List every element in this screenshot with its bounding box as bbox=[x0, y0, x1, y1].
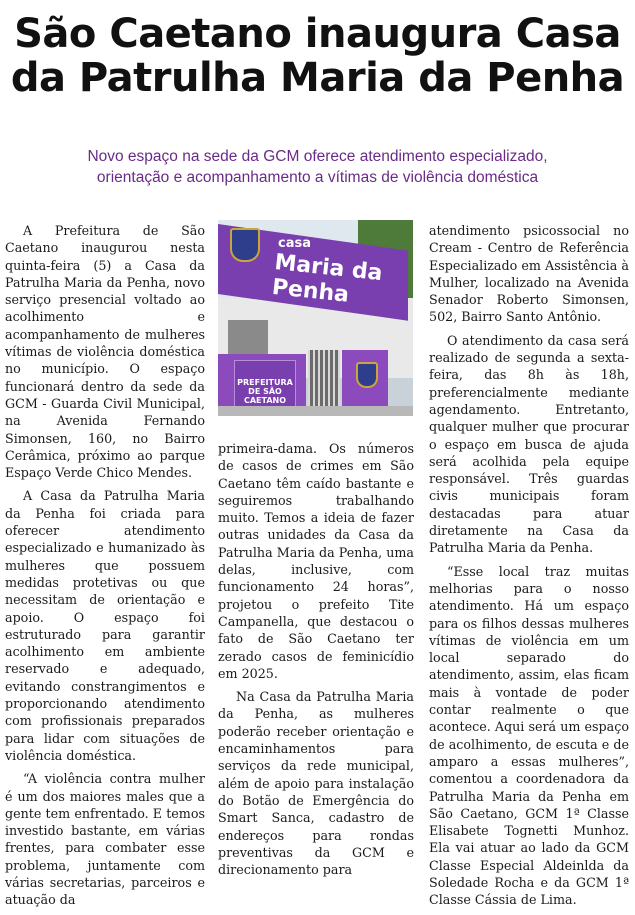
paragraph: “A violência contra mulher é um dos maiores males que a gente tem enfrentado. E temos investido bastante, em várias frentes, para combater esse problema, juntamente com várias secretarias, parceiros e atuação da bbox=[5, 771, 205, 908]
article-column-3 bbox=[429, 222, 629, 915]
facade-photo bbox=[218, 220, 413, 416]
photo-gate bbox=[308, 350, 340, 410]
paragraph: “Esse local traz muitas melhorias para o nosso atendimento. Há um espaço para os filhos dessas mulheres vítimas de violência em um local separado do atendimento, assim, elas ficam mais à vontade de poder contar realmente o que acontece. Aqui será um espaço de acolhimento, de escuta e de amparo a essas mulheres”, comentou a coordenadora da Patrulha Maria da Penha em São Caetano, GCM 1ª Classe Elisabete Tognetti Munhoz. Ela vai atuar ao lado da GCM Classe Especial Aldeinlda da Soledade Rocha e da GCM 1ª Classe Cássia de Lima. bbox=[429, 563, 629, 908]
gcm-badge-small-icon bbox=[356, 362, 378, 388]
paragraph: Na Casa da Patrulha Maria da Penha, as mulheres poderão receber orientação e encaminhamentos para serviços da rede municipal, além de apoio para instalação do Botão de Emergência do Smart Sanca, cadastro de endereços para rondas preventivas da GCM e direcionamento para bbox=[218, 689, 414, 878]
subheadline-line-1: Novo espaço na sede da GCM oferece atendimento especializado, bbox=[87, 148, 548, 165]
gcm-badge-icon bbox=[230, 228, 260, 262]
headline-line-2: da Patrulha Maria da Penha bbox=[10, 55, 625, 101]
paragraph: A Casa da Patrulha Maria da Penha foi criada para oferecer atendimento especializado e humanizado às mulheres que possuem medidas protetivas ou que necessitam de orientação e apoio. O espaço foi estruturado para garantir acolhimento em ambiente reservado e adequado, evitando constrangimentos e proporcionando atendimento com profissionais preparados para lidar com situações de violência doméstica. bbox=[5, 488, 205, 763]
paragraph: primeira-dama. Os números de casos de crimes em São Caetano têm caído bastante e seguiremos trabalhando muito. Temos a ideia de fazer outras unidades da Casa da Patrulha Maria da Penha, uma delas, inclusive, com funcionamento 24 horas”, projetou o prefeito Tite Campanella, que destacou o fato de São Caetano ter zerado casos de feminicídio em 2025. bbox=[218, 441, 414, 681]
headline-line-1: São Caetano inaugura Casa bbox=[14, 11, 621, 57]
paragraph: A Prefeitura de São Caetano inaugurou nesta quinta-feira (5) a Casa da Patrulha Maria da Penha, novo serviço presencial voltado ao acolhimento e acompanhamento de mulheres vítimas de violência doméstica no município. O espaço funcionará dentro da sede da GCM - Guarda Civil Municipal, na Avenida Fernando Simonsen, 160, no Bairro Cerâmica, próximo ao parque Espaço Verde Chico Mendes. bbox=[5, 223, 205, 481]
paragraph: O atendimento da casa será realizado de segunda a sexta-feira, das 8h às 18h, preferencialmente mediante agendamento. Entretanto, qualquer mulher que procurar o espaço em busca de ajuda será acolhida pela equipe responsável. Três guardas civis municipais foram destacadas para atuar diretamente na Casa da Patrulha Maria da Penha. bbox=[429, 332, 629, 556]
paragraph: atendimento psicossocial no Cream - Centro de Referência Especializado em Assistência à Mulher, localizado na Avenida Senador Roberto Simonsen, 502, Bairro Santo Antônio. bbox=[429, 223, 629, 325]
canopy-small-text: casa bbox=[278, 236, 311, 251]
subheadline bbox=[0, 146, 635, 188]
headline bbox=[0, 12, 635, 100]
prefeitura-panel-text: PREFEITURA DE SÃO CAETANO bbox=[237, 378, 293, 405]
subheadline-line-2: orientação e acompanhamento a vítimas de violência doméstica bbox=[96, 169, 539, 186]
photo-floor bbox=[218, 406, 413, 416]
canopy-large-text: Maria da Penha bbox=[270, 250, 384, 308]
article-column-2 bbox=[218, 440, 414, 884]
article-column-1 bbox=[5, 222, 205, 915]
